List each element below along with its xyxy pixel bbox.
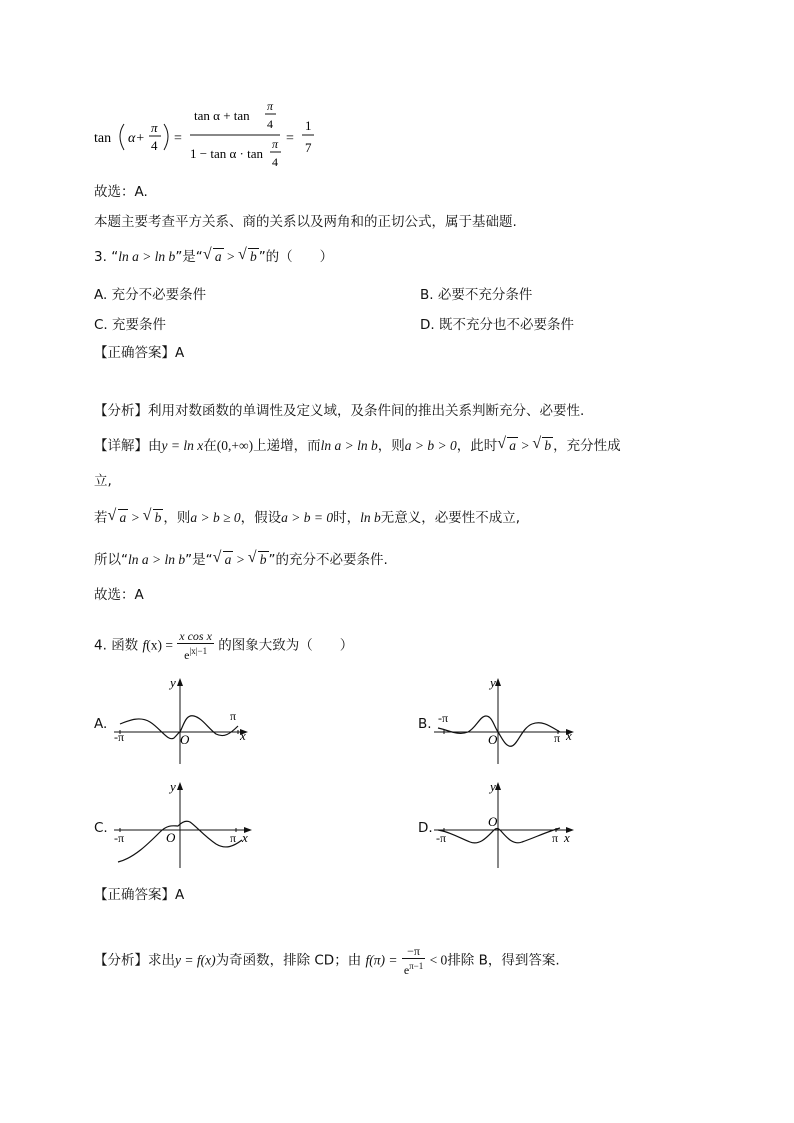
svg-text:x: x — [564, 830, 570, 845]
svg-text:π: π — [230, 709, 237, 723]
q3-option-d[interactable]: D. 既不充分也不必要条件 — [420, 317, 574, 333]
graph-d[interactable] — [432, 780, 592, 870]
four-den: 4 — [151, 138, 158, 153]
graph-c[interactable] — [112, 780, 262, 870]
guxuan-a: 故选：A. — [94, 184, 148, 200]
q3-option-b[interactable]: B. 必要不充分条件 — [420, 287, 533, 303]
q4-function-fraction: $\frac{\text{x cos x}}{e^{|x|-1}}$ — [179, 629, 212, 662]
svg-text:π: π — [272, 137, 279, 151]
q3-option-a[interactable]: A. 充分不必要条件 — [94, 287, 207, 303]
q3-detail-1: 【详解】由y = ln x在(0,+∞)上递增，而ln a > ln b，则a > b > 0，此时√ a > √ b ，充分性成 — [94, 436, 621, 456]
result-den: 7 — [305, 140, 312, 155]
svg-text:π: π — [267, 102, 274, 113]
q4-stem: 4. 函数 f(x) = $\frac{\text{x cos x}}{e^{|x|-1}}$ 的图象大致为（ ） — [94, 629, 354, 662]
sqrt-a: √ a — [203, 247, 224, 267]
tan-sum-formula — [94, 102, 334, 172]
graph-label-c[interactable]: C. — [94, 820, 108, 836]
graph-b[interactable] — [432, 676, 592, 766]
graph-a[interactable] — [112, 676, 252, 766]
q4-answer: 【正确答案】A — [94, 887, 185, 903]
q3-ln-condition: ln a > ln b — [118, 249, 176, 264]
q3-option-c[interactable]: C. 充要条件 — [94, 317, 167, 333]
svg-text:O: O — [166, 830, 176, 845]
svg-text:O: O — [180, 732, 190, 747]
svg-text:x: x — [566, 728, 572, 743]
q3-detail-3: 若√ a > √ b ，则a > b ≥ 0，假设a > b = 0时，ln b无意义，必要性不成立, — [94, 508, 520, 528]
q4-analysis-fraction: $\frac{-\pi}{e^{\pi-1}}$ — [403, 944, 424, 977]
summary-text: 本题主要考查平方关系、商的关系以及两角和的正切公式，属于基础题. — [94, 214, 517, 230]
svg-text:=: = — [286, 131, 294, 146]
q3-detail-2: 立, — [94, 473, 112, 489]
svg-text:4: 4 — [267, 117, 273, 131]
q3-stem: 3. “ln a > ln b”是“√ a > √ b ”的（ ） — [94, 247, 333, 267]
result-num: 1 — [305, 118, 312, 133]
svg-text:π: π — [554, 731, 561, 745]
svg-text:=: = — [174, 131, 182, 146]
denominator: 1 − tan α · tan — [190, 146, 263, 161]
svg-text:y: y — [170, 780, 176, 794]
sqrt-b: √ b — [238, 247, 259, 267]
numerator: tan α + tan — [194, 108, 250, 123]
q3-detail-4: 所以“ln a > ln b”是“√ a > √ b ”的充分不必要条件. — [94, 550, 388, 570]
svg-text:4: 4 — [272, 155, 278, 169]
svg-text:-π: -π — [436, 831, 447, 845]
q3-number: 3. — [94, 249, 107, 265]
svg-text:y: y — [490, 780, 496, 794]
pi-num: π — [151, 120, 158, 135]
svg-text:x: x — [240, 728, 246, 743]
svg-text:O: O — [488, 732, 498, 747]
svg-text:-π: -π — [114, 730, 125, 744]
right-paren — [164, 124, 168, 150]
left-paren — [120, 124, 124, 150]
q4-analysis: 【分析】求出y = f(x)为奇函数，排除 CD；由 f(π) = $\frac{-\pi}{e^{\pi-1}}$ < 0排除 B，得到答案. — [94, 944, 560, 977]
q3-answer: 【正确答案】A — [94, 345, 185, 361]
svg-text:y: y — [490, 676, 496, 690]
svg-text:-π: -π — [114, 831, 125, 845]
svg-text:π: π — [230, 831, 237, 845]
q3-analysis: 【分析】利用对数函数的单调性及定义域，及条件间的推出关系判断充分、必要性. — [94, 403, 585, 419]
svg-text:O: O — [488, 814, 498, 829]
svg-text:y: y — [170, 676, 176, 690]
graph-label-a[interactable]: A. — [94, 716, 108, 732]
svg-text:-π: -π — [438, 711, 449, 725]
svg-text:x: x — [242, 830, 248, 845]
svg-text:π: π — [552, 831, 559, 845]
alpha-plus: α+ — [128, 131, 145, 146]
graph-label-b[interactable]: B. — [418, 716, 432, 732]
q3-conclusion: 故选：A — [94, 587, 144, 603]
tan-func: tan — [94, 131, 112, 146]
graph-label-d[interactable]: D. — [418, 820, 433, 836]
